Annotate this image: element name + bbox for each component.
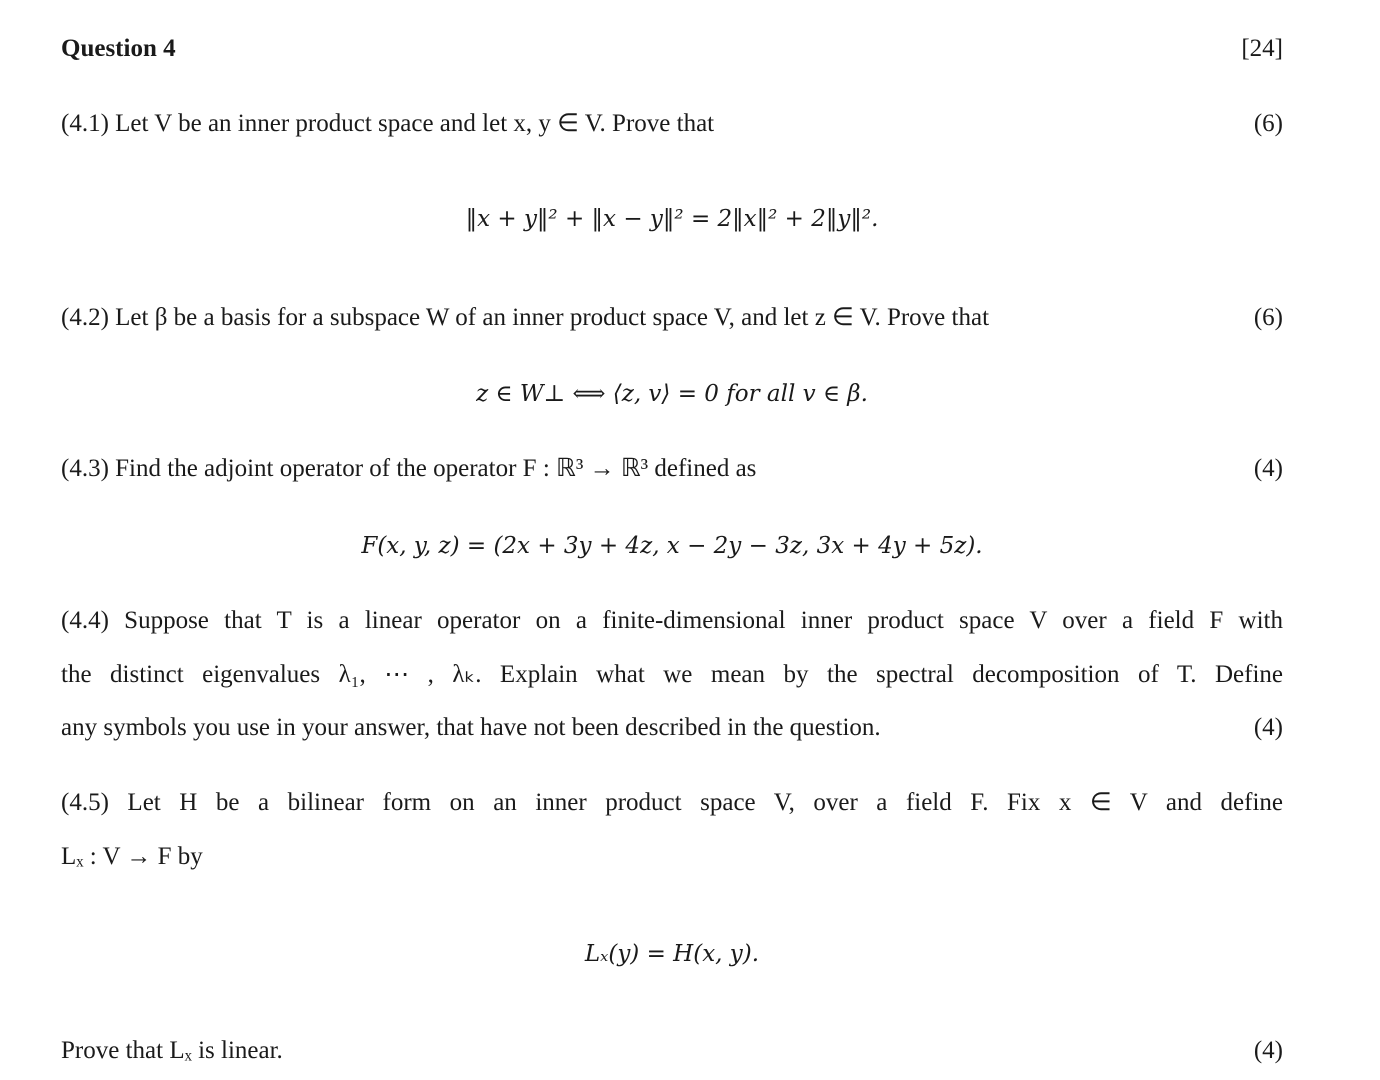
q45-line-2: Lₓ : V → F by [61,843,203,870]
q43-text: (4.3) Find the adjoint operator of the operator F : ℝ³ → ℝ³ defined as [61,455,757,482]
q44-line-2: the distinct eigenvalues λ₁, ⋯ , λₖ. Explain what we mean by the spectral decomposition of T. Define [61,661,1283,688]
q43-marks: (4) [1253,455,1283,482]
q44-line-1: (4.4) Suppose that T is a linear operator on a finite-dimensional inner product space V over a field F with [61,607,1283,634]
q44-marks: (4) [1253,714,1283,741]
q41-marks: (6) [1253,110,1283,137]
q42-equation: z ∈ W⊥ ⟺ ⟨z, v⟩ = 0 for all v ∈ β. [476,381,868,407]
q43-equation: F(x, y, z) = (2x + 3y + 4z, x − 2y − 3z, 3x + 4y + 5z). [361,533,983,559]
q45-line-1: (4.5) Let H be a bilinear form on an inner product space V, over a field F. Fix x ∈ V and define [61,789,1283,816]
q45-final: Prove that Lₓ is linear. [61,1037,283,1064]
total-marks: [24] [1241,35,1283,62]
q45-equation: Lₓ(y) = H(x, y). [584,941,760,967]
q42-marks: (6) [1253,304,1283,331]
q41-equation: ‖x + y‖² + ‖x − y‖² = 2‖x‖² + 2‖y‖². [465,206,879,232]
question-title: Question 4 [61,35,176,62]
q44-line-3: any symbols you use in your answer, that have not been described in the question. [61,714,881,741]
q45-marks: (4) [1253,1037,1283,1064]
q42-text: (4.2) Let β be a basis for a subspace W of an inner product space V, and let z ∈ V. Prove that [61,304,990,331]
q41-text: (4.1) Let V be an inner product space and let x, y ∈ V. Prove that [61,110,715,137]
